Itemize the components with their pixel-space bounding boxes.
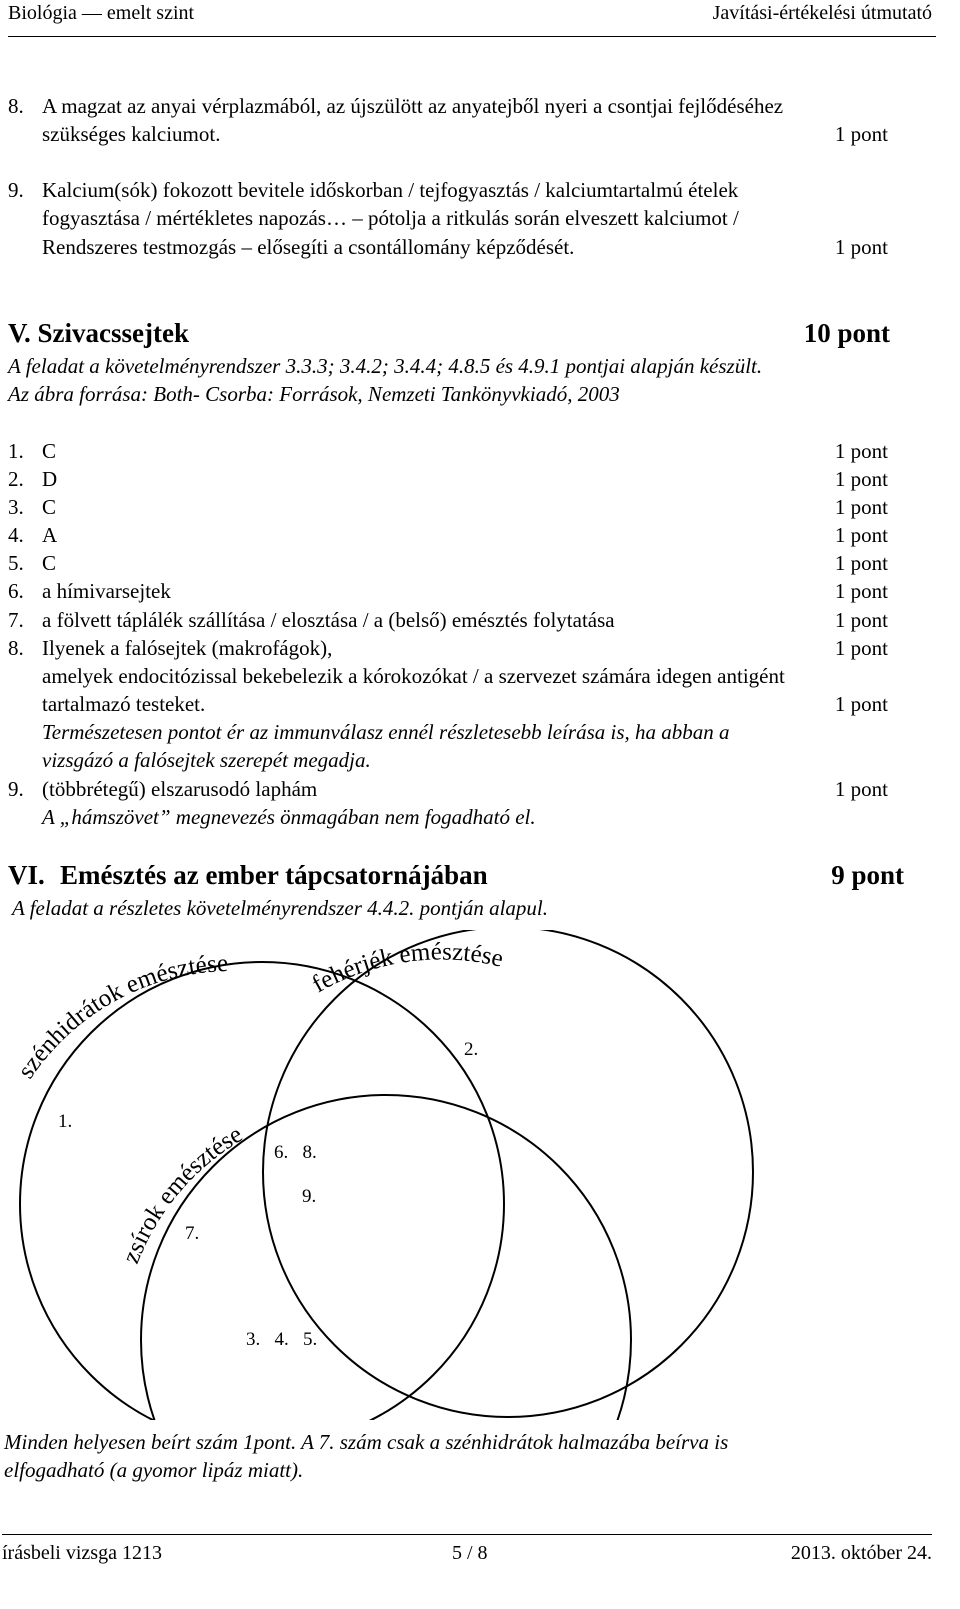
a9-note: A „hámszövet” megnevezés önmagában nem fogadható el.: [42, 805, 536, 829]
venn-region-protein-fat: 9.: [302, 1186, 317, 1207]
answer-text: C: [42, 439, 57, 463]
a8-note2: vizsgázó a falósejtek szerepét megadja.: [42, 748, 371, 772]
answer-text: a fölvett táplálék szállítása / elosztása / a (belső) emésztés folytatása: [42, 608, 615, 632]
answer-points: 1 pont: [834, 579, 888, 603]
venn-label-carbohydrate: szénhidrátok emésztése: [12, 949, 229, 1084]
venn-label-fat: zsírok emésztése: [117, 1120, 248, 1268]
section6-title: Emésztés az ember tápcsatornájában: [60, 860, 488, 890]
venn-circle-carbohydrate: [20, 962, 504, 1420]
answer-points: 1 pont: [834, 523, 888, 547]
venn-circle-protein: [263, 930, 753, 1417]
header-subject: Biológia — emelt szint: [8, 2, 195, 24]
answer-points: 1 pont: [834, 495, 888, 519]
answer-number: 1.: [8, 439, 24, 463]
answer-text: A: [42, 523, 58, 547]
answer-text: a hímivarsejtek: [42, 579, 171, 603]
answer-points: 1 pont: [834, 467, 888, 491]
footer-exam-id: írásbeli vizsga 1213: [2, 1542, 162, 1564]
section5-note1: A feladat a követelményrendszer 3.3.3; 3.4.2; 3.4.4; 4.8.5 és 4.9.1 pontjai alapján készült.: [8, 354, 763, 378]
answer-text: D: [42, 467, 58, 491]
answer-points: 1 pont: [834, 608, 888, 632]
venn-region-carb-fat: 7.: [185, 1223, 200, 1244]
venn-region-all-three: 6. 8.: [274, 1142, 317, 1163]
a9-number: 9.: [8, 777, 24, 801]
section5-points: 10 pont: [803, 318, 890, 348]
a9-text: (többrétegű) elszarusodó laphám: [42, 777, 318, 801]
a8-number: 8.: [8, 636, 24, 660]
footer-rule: [2, 1534, 932, 1535]
q9-text-line2: fogyasztása / mértékletes napozás… – pótolja a ritkulás során elveszett kalciumot /: [42, 206, 739, 230]
a8-points2: 1 pont: [834, 692, 888, 716]
q9-number: 9.: [8, 178, 24, 202]
answer-number: 3.: [8, 495, 24, 519]
header-rule: [8, 36, 936, 37]
venn-region-carb-only: 1.: [58, 1111, 73, 1132]
q9-text-line3: Rendszeres testmozgás – elősegíti a csontállomány képződését.: [42, 235, 575, 259]
section5-title: V. Szivacssejtek: [8, 318, 189, 348]
venn-label-protein: fehérjék emésztése: [307, 938, 506, 999]
section6-points: 9 pont: [831, 860, 904, 890]
a8-line2: amelyek endocitózissal bekebelezik a kórokozókat / a szervezet számára idegen antigént: [42, 664, 785, 688]
q8-number: 8.: [8, 94, 24, 118]
q9-text-line1: Kalcium(sók) fokozott bevitele időskorban / tejfogyasztás / kalciumtartalmú ételek: [42, 178, 739, 202]
a8-line3: tartalmazó testeket.: [42, 692, 206, 716]
section5-note2: Az ábra forrása: Both- Csorba: Források, Nemzeti Tankönyvkiadó, 2003: [8, 382, 620, 406]
answer-points: 1 pont: [834, 551, 888, 575]
q9-points: 1 pont: [834, 235, 888, 259]
header-title: Javítási-értékelési útmutató: [712, 2, 932, 24]
q8-text-line1: A magzat az anyai vérplazmából, az újszülött az anyatejből nyeri a csontjai fejlődéséhez: [42, 94, 784, 118]
a8-note1: Természetesen pontot ér az immunválasz ennél részletesebb leírása is, ha abban a: [42, 720, 730, 744]
answer-text: C: [42, 551, 57, 575]
venn-region-protein-only: 2.: [464, 1039, 479, 1060]
answer-number: 6.: [8, 579, 24, 603]
section6-number: VI.: [8, 860, 45, 890]
q8-text-line2: szükséges kalciumot.: [42, 122, 221, 146]
a9-points: 1 pont: [834, 777, 888, 801]
section6-note: A feladat a részletes követelményrendszer 4.4.2. pontján alapul.: [12, 896, 548, 920]
footer-page-number: 5 / 8: [452, 1542, 488, 1564]
answer-points: 1 pont: [834, 439, 888, 463]
answer-number: 2.: [8, 467, 24, 491]
section6-footnote2: elfogadható (a gyomor lipáz miatt).: [4, 1458, 304, 1482]
answer-number: 7.: [8, 608, 24, 632]
answer-text: C: [42, 495, 57, 519]
a8-line1: Ilyenek a falósejtek (makrofágok),: [42, 636, 333, 660]
venn-region-fat-only: 3. 4. 5.: [246, 1329, 318, 1350]
a8-points1: 1 pont: [834, 636, 888, 660]
answer-number: 5.: [8, 551, 24, 575]
q8-points: 1 pont: [834, 122, 888, 146]
venn-diagram: [0, 930, 960, 1420]
section6-footnote1: Minden helyesen beírt szám 1pont. A 7. szám csak a szénhidrátok halmazába beírva is: [4, 1430, 729, 1454]
footer-date: 2013. október 24.: [790, 1542, 932, 1564]
answer-number: 4.: [8, 523, 24, 547]
